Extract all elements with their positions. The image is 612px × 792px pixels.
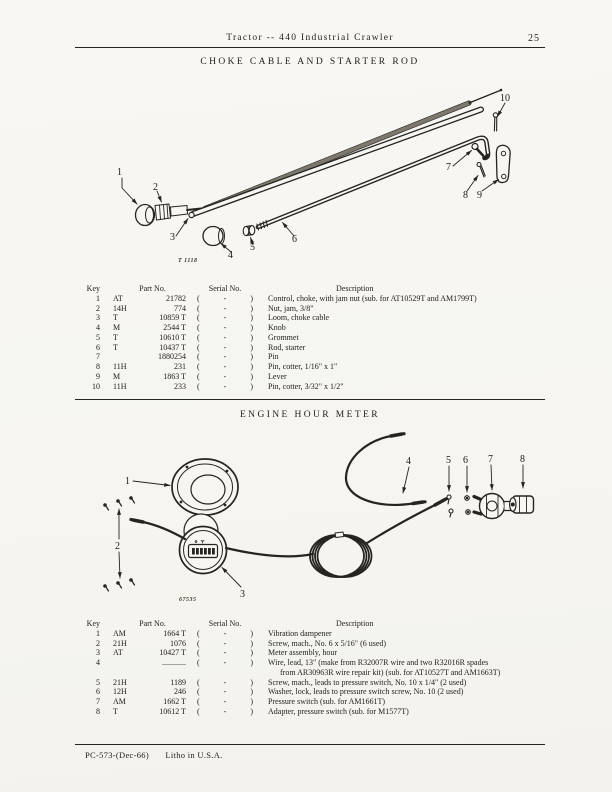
serial-open-paren: ( [197,332,200,342]
serial-open-paren: ( [197,371,200,381]
serial-dash: - [223,687,227,697]
col-header-serial: Serial No. [208,619,242,628]
part-number-prefix: T [113,332,118,342]
section-title-engine-hour-meter: ENGINE HOUR METER [239,410,380,420]
table-row [80,648,546,658]
callout-9: 9 [477,190,482,201]
grommet-drawing [243,226,255,236]
serial-close-paren: ) [250,648,253,658]
figure-label-2: 67535 [179,597,197,603]
part-key: 8 [96,362,100,371]
callout-8: 8 [463,190,468,201]
part-number [100,639,192,649]
serial-close-paren: ) [250,323,253,332]
parts-table-engine-hour-meter [80,619,546,717]
part-number [100,658,192,668]
table-row [80,323,546,333]
part-number-value: 246 [174,687,186,697]
part-description: Lever [268,371,287,381]
serial-open-paren: ( [197,706,200,716]
meter-left-wire-drawing [129,518,185,539]
serial-dash: - [223,648,227,658]
part-key: 6 [96,687,100,697]
part-number [100,687,192,697]
serial-dash: - [223,638,227,648]
serial-open-paren: ( [197,323,200,332]
part-number [100,707,192,717]
serial-open-paren: ( [197,293,200,303]
part-number-prefix: AM [113,697,126,706]
pin-drawing [472,144,483,156]
table-row [80,678,546,688]
part-number-value: 1880254 [158,352,186,362]
part-number [100,697,192,707]
meter-coiled-wire-drawing [226,497,448,577]
col-header-description: Description [336,284,374,293]
header-rule [75,47,545,48]
serial-open-paren: ( [197,342,200,352]
parts-table-choke-cable [80,284,546,391]
callout2-3: 3 [240,589,245,600]
callout2-7: 7 [488,454,493,465]
serial-dash: - [223,658,227,667]
serial-number-range [192,639,258,649]
serial-close-paren: ) [250,352,253,362]
serial-dash: - [223,352,227,362]
part-number [100,304,192,314]
serial-dash: - [223,697,227,706]
part-number-value: 21782 [166,293,186,303]
part-number-prefix: M [113,323,121,332]
starter-knob-drawing [203,227,225,246]
callout-6: 6 [292,234,297,245]
serial-number-range [192,687,258,697]
serial-open-paren: ( [197,352,200,362]
part-key: 5 [96,332,100,342]
lock-washers-drawing [465,496,471,515]
table-row [80,333,546,343]
serial-close-paren: ) [250,677,253,687]
part-number [100,343,192,353]
serial-number-range [192,697,258,707]
choke-control-knob-drawing [136,204,188,226]
part-number-value: 10437 T [159,342,186,352]
table-row [80,313,546,323]
part-key: 4 [96,323,100,332]
serial-dash: - [223,293,227,303]
part-description: Pin [268,352,279,362]
wire-lead-drawing [346,432,427,505]
part-description: Rod, starter [268,342,306,352]
section-divider-rule [75,399,545,400]
part-description: Washer, lock, leads to pressure switch screw, No. 10 (2 used) [268,687,464,697]
serial-number-range [192,648,258,658]
callout2-8: 8 [520,454,525,465]
serial-open-paren: ( [197,687,200,697]
part-description: Grommet [268,332,299,342]
part-key: 5 [96,677,100,687]
serial-number-range [192,372,258,382]
part-description: Nut, jam, 3/8" [268,303,314,313]
col-header-key: Key [86,284,100,293]
table-row [80,658,546,678]
part-number-value: 233 [174,381,186,391]
serial-close-paren: ) [250,706,253,716]
part-description: Control, choke, with jam nut (sub. for AT10529T and AM1799T) [268,293,477,303]
footer-litho-note: Litho in U.S.A. [165,750,223,760]
footer-publication-code: PC-573-(Dec-66) [85,750,149,760]
part-number-value: 1189 [170,677,186,687]
serial-open-paren: ( [197,303,200,313]
callout-labels-2 [115,454,525,603]
serial-number-range [192,658,258,668]
callout-leader-lines [122,103,505,252]
part-key: 1 [96,628,100,638]
part-number-prefix: T [113,706,118,716]
cotter-pin-10-drawing [493,113,497,131]
serial-close-paren: ) [250,362,253,371]
part-number [100,629,192,639]
part-number-prefix: AT [113,648,123,658]
part-key: 6 [96,342,100,352]
choke-cable-diagram [75,78,545,278]
part-description: Pin, cotter, 3/32" x 1/2" [268,381,344,391]
callout-10: 10 [500,93,510,104]
callout-3: 3 [170,232,175,243]
callout2-4: 4 [406,456,411,467]
table-row [80,697,546,707]
part-key: 10 [92,381,100,391]
section-title-choke-cable: CHOKE CABLE AND STARTER ROD [200,57,420,67]
page-header-title: Tractor -- 440 Industrial Crawler [226,33,394,43]
callout-1: 1 [117,167,122,178]
part-key: 3 [96,648,100,658]
table-row [80,352,546,362]
col-header-key: Key [86,619,100,628]
serial-number-range [192,362,258,372]
part-number [100,648,192,658]
serial-open-paren: ( [197,697,200,706]
serial-close-paren: ) [250,687,253,697]
part-key: 1 [96,293,100,303]
table-row [80,294,546,304]
serial-number-range [192,629,258,639]
part-number-prefix: 11H [113,381,127,391]
part-description: Screw, mach., No. 6 x 5/16" (6 used) [268,638,387,648]
serial-close-paren: ) [250,342,253,352]
serial-number-range [192,304,258,314]
serial-number-range [192,313,258,323]
serial-number-range [192,678,258,688]
serial-dash: - [223,371,227,381]
cotter-pin-8-drawing [477,163,485,178]
table-header-row [80,284,546,294]
serial-open-paren: ( [197,648,200,658]
table-row [80,343,546,353]
hour-meter-drawing [180,514,227,574]
table-row [80,362,546,372]
callout2-2: 2 [115,541,120,552]
part-description: Screw, mach., leads to pressure switch, No. 10 x 1/4" (2 used) [268,677,467,687]
serial-close-paren: ) [250,313,253,323]
callout2-5: 5 [446,455,451,466]
part-number-prefix: T [113,313,118,323]
serial-dash: - [223,303,227,313]
part-number-value: 10427 T [159,648,186,658]
part-description: Pressure switch (sub. for AM1661T) [268,697,386,706]
serial-close-paren: ) [250,697,253,706]
serial-number-range [192,323,258,333]
callout2-1: 1 [125,476,130,487]
part-key: 7 [96,697,100,706]
serial-dash: - [223,677,227,687]
part-description: Loom, choke cable [268,313,330,323]
choke-cable-loom-drawing [189,110,481,218]
serial-dash: - [223,628,227,638]
figure-label-1: T 1118 [178,258,198,264]
part-number-prefix: AM [113,628,126,638]
table-row [80,629,546,639]
part-number-value: 10612 T [159,706,186,716]
callout2-6: 6 [463,455,468,466]
callout-7: 7 [446,162,451,173]
col-header-serial: Serial No. [208,284,242,293]
part-number-prefix: T [113,342,118,352]
part-number-value: 774 [174,303,186,313]
part-number [100,362,192,372]
part-number-value: 1662 T [163,697,186,706]
serial-close-paren: ) [250,381,253,391]
part-description: Knob [268,323,286,332]
part-number [100,382,192,392]
serial-dash: - [223,332,227,342]
serial-close-paren: ) [250,293,253,303]
callout-2: 2 [153,182,158,193]
part-number-prefix: 21H [113,638,127,648]
part-key: 3 [96,313,100,323]
part-number-value: 1076 [170,638,186,648]
serial-number-range [192,707,258,717]
col-header-part: Part No. [139,284,166,293]
callout-4: 4 [228,250,233,261]
serial-open-paren: ( [197,381,200,391]
part-number [100,352,192,362]
serial-close-paren: ) [250,332,253,342]
page-footer [85,750,237,760]
serial-open-paren: ( [197,628,200,638]
part-number-prefix: 11H [113,362,127,371]
part-description: Adapter, pressure switch (sub. for M1577T) [268,706,409,716]
serial-close-paren: ) [250,303,253,313]
part-number-prefix: 21H [113,677,127,687]
serial-number-range [192,352,258,362]
part-description: Wire, lead, 13" (make from R32007R wire and two R32016R spades from AR30963R wire repair kit) (sub. for AT10527T and AM1663T) [268,658,501,677]
part-number-value: ............ [162,658,186,667]
serial-open-paren: ( [197,658,200,667]
vibration-dampener-drawing [172,459,238,515]
col-header-part: Part No. [139,619,166,628]
page-number: 25 [528,33,540,44]
table-header-row [80,619,546,629]
table-row [80,639,546,649]
serial-number-range [192,294,258,304]
part-number-prefix: 14H [113,303,127,313]
part-number-prefix: AT [113,293,123,303]
serial-close-paren: ) [250,371,253,381]
serial-open-paren: ( [197,362,200,371]
part-number-value: 10610 T [159,332,186,342]
part-key: 2 [96,303,100,313]
callout-5: 5 [250,242,255,253]
part-number-value: 10859 T [159,313,186,323]
part-number [100,678,192,688]
switch-screws-drawing [447,495,453,517]
part-number-prefix [113,658,139,668]
part-description: Meter assembly, hour [268,648,338,658]
part-key: 7 [96,352,100,362]
serial-close-paren: ) [250,628,253,638]
table-row [80,304,546,314]
serial-close-paren: ) [250,658,253,667]
part-number-prefix [113,352,139,362]
part-description: Vibration dampener [268,628,332,638]
part-number-value: 1863 T [163,371,186,381]
serial-dash: - [223,342,227,352]
serial-dash: - [223,313,227,323]
serial-dash: - [223,706,227,716]
part-description: Pin, cotter, 1/16" x 1" [268,362,338,371]
table-row [80,372,546,382]
serial-number-range [192,343,258,353]
part-key: 4 [96,658,100,667]
part-number [100,294,192,304]
serial-dash: - [223,381,227,391]
part-number-value: 231 [174,362,186,371]
part-number-prefix: 12H [113,687,127,697]
col-header-description: Description [336,619,374,628]
part-number [100,372,192,382]
part-key: 2 [96,638,100,648]
lever-drawing [496,145,510,182]
table-row [80,382,546,392]
part-key: 9 [96,371,100,381]
table-row [80,707,546,717]
part-key: 8 [96,706,100,716]
serial-number-range [192,382,258,392]
serial-close-paren: ) [250,638,253,648]
serial-open-paren: ( [197,638,200,648]
serial-open-paren: ( [197,313,200,323]
engine-hour-meter-diagram [75,425,545,615]
part-number-value: 1664 T [163,628,186,638]
footer-rule [75,744,545,745]
table-row [80,687,546,697]
adapter-drawing [510,496,534,513]
serial-dash: - [223,323,227,332]
serial-number-range [192,333,258,343]
serial-dash: - [223,362,227,371]
part-number [100,323,192,333]
part-number-value: 2544 T [163,323,186,332]
serial-open-paren: ( [197,677,200,687]
part-number [100,313,192,323]
part-number [100,333,192,343]
part-number-prefix: M [113,371,121,381]
